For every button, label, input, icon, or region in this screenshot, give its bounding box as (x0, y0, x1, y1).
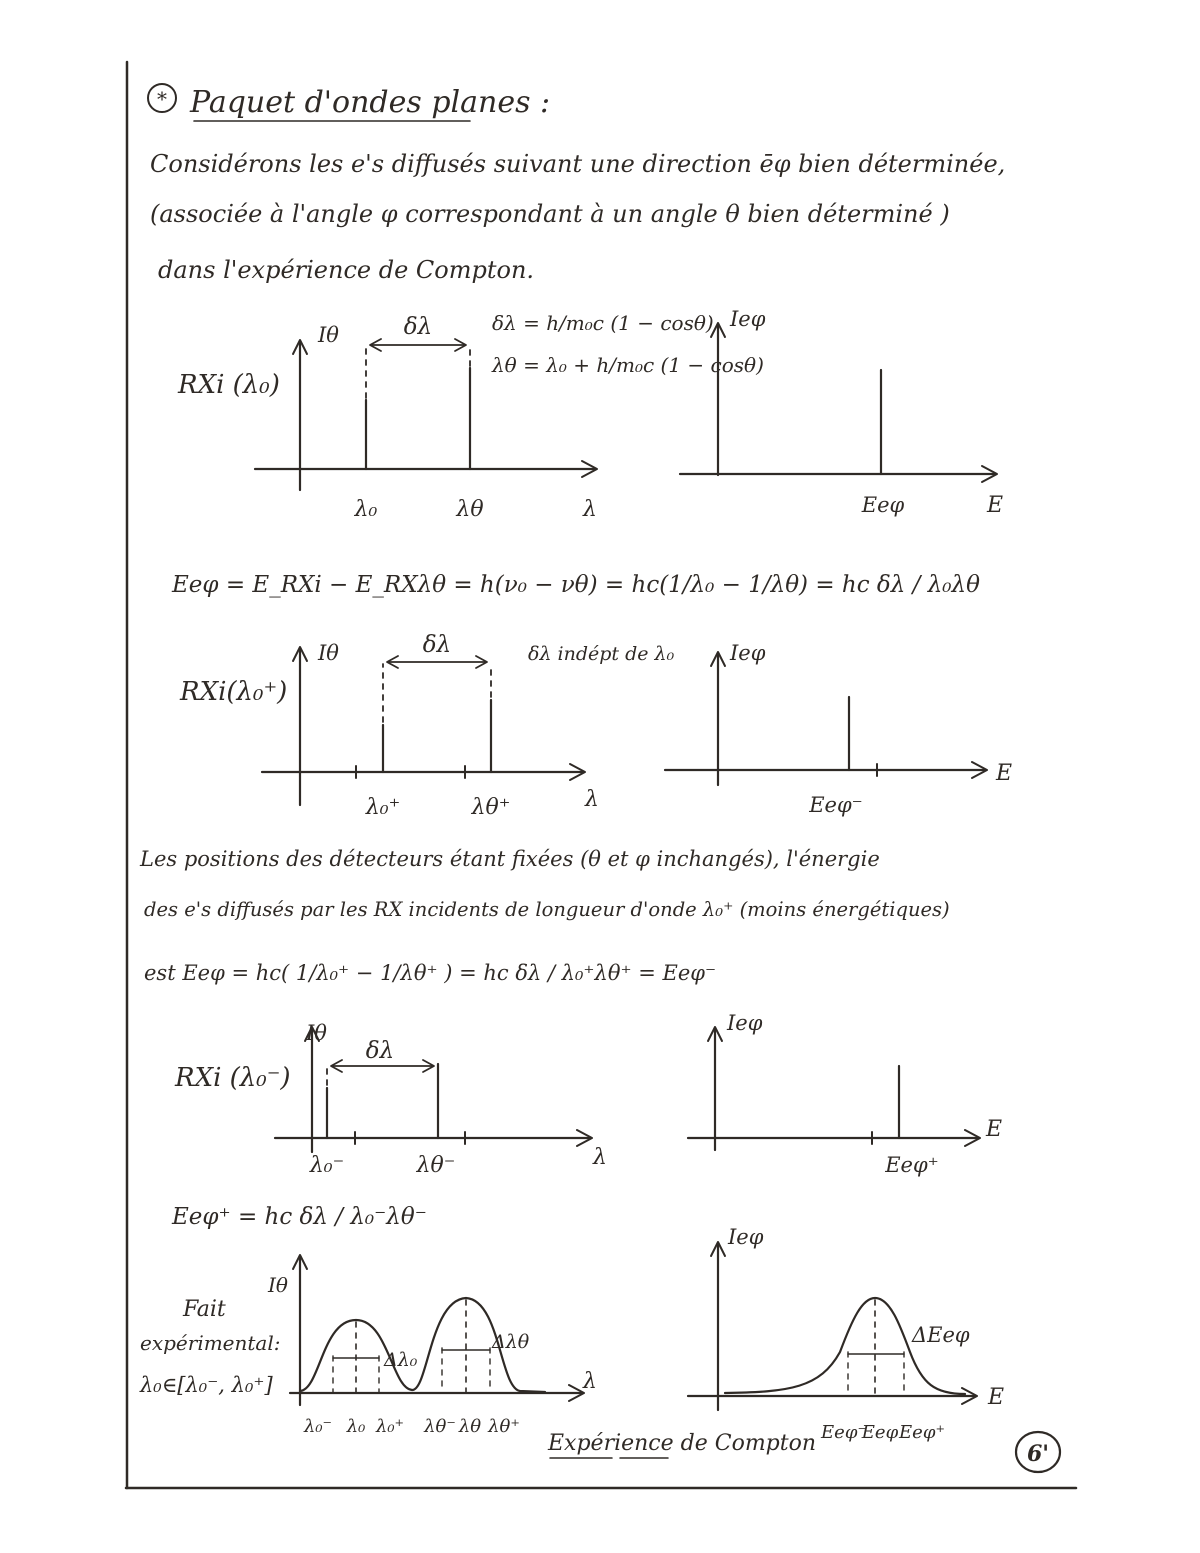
row2-tick-lambda0: λ₀⁺ (365, 795, 401, 820)
row3-delta-label: δλ (365, 1038, 395, 1064)
row3-left-y-label: Iθ (306, 1021, 327, 1045)
row3-right-y-label: Ieφ (727, 1011, 763, 1035)
row2-delta-label: δλ (422, 632, 452, 658)
row4-right-x-label: E (987, 1385, 1005, 1410)
row1-delta-label: δλ (403, 314, 433, 340)
heading-marker-icon (148, 84, 176, 112)
row1-right-y-label: Ieφ (730, 307, 766, 331)
row1-label: RXi (λ₀) (178, 370, 280, 400)
positions-line-1: Les positions des détecteurs étant fixées (θ et φ inchangés), l'énergie (140, 847, 880, 871)
row4-tick-lambda0: λ₀ (346, 1416, 366, 1437)
energy-equation-3: Eeφ⁺ = hc δλ / λ₀⁻λθ⁻ (172, 1204, 427, 1230)
formula-lambda-theta: λθ = λ₀ + h/m₀c (1 − cosθ) (492, 353, 764, 377)
row4-right-plot (688, 1225, 1004, 1443)
page-number: 6' (1026, 1441, 1050, 1467)
row3-right-tick: Eeφ⁺ (885, 1153, 939, 1177)
positions-line-2: des e's diffusés par les RX incidents de longueur d'onde λ₀⁺ (moins énergétiques) (144, 898, 950, 921)
row2-label: RXi(λ₀⁺) (180, 677, 288, 707)
row4-tick-e-plus: Eeφ⁺ (899, 1422, 945, 1443)
fait-line-1: Fait (183, 1297, 226, 1322)
row1-tick-lambda0: λ₀ (354, 497, 378, 522)
row4-x-label: λ (583, 1369, 597, 1394)
row1-right-x-label: E (986, 493, 1004, 518)
row4-tick-lambda-theta-minus: λθ⁻ (424, 1416, 456, 1437)
row4-tick-lambda0-minus: λ₀⁻ (303, 1416, 333, 1437)
row3-tick-lambda-theta: λθ⁻ (416, 1153, 456, 1178)
row2-right-y-label: Ieφ (730, 641, 766, 665)
row4-left-plot (267, 1255, 597, 1437)
energy-equation-1: Eeφ = E_RXi − E_RXλθ = h(ν₀ − νθ) = hc(1/λ₀ − 1/λθ) = hc δλ / λ₀λθ (172, 572, 980, 598)
positions-line-3: est Eeφ = hc( 1/λ₀⁺ − 1/λθ⁺ ) = hc δλ / λ₀⁺λθ⁺ = Eeφ⁻ (144, 961, 717, 985)
row4-tick-e: Eeφ (861, 1422, 899, 1443)
row1-left-plot (255, 314, 597, 522)
row4-right-y-label: Ieφ (728, 1225, 764, 1249)
row4-width-e-label: ΔEeφ (912, 1323, 970, 1347)
row4-tick-lambda-theta-plus: λθ⁺ (488, 1416, 520, 1437)
row2-left-y-label: Iθ (318, 641, 339, 665)
intro-line-2: (associée à l'angle φ correspondant à un angle θ bien déterminé ) (150, 200, 950, 228)
row3-tick-lambda0: λ₀⁻ (309, 1153, 345, 1178)
row4-tick-lambda-theta: λθ (458, 1416, 482, 1437)
row2-note: δλ indépt de λ₀ (528, 643, 675, 665)
row1-right-tick: Eeφ (861, 493, 905, 517)
compton-caption: Expérience de Compton (548, 1431, 817, 1456)
row3-right-x-label: E (985, 1117, 1003, 1142)
page-number-badge (1016, 1432, 1060, 1472)
row4-tick-lambda0-plus: λ₀⁺ (375, 1416, 405, 1437)
heading: Paquet d'ondes planes : (190, 85, 551, 120)
row1-right-plot (680, 307, 1003, 518)
intro-line-3: dans l'expérience de Compton. (158, 256, 535, 284)
row4-tick-e-minus: Eeφ⁻ (821, 1422, 867, 1443)
row2-tick-lambda-theta: λθ⁺ (471, 795, 511, 820)
asterisk-glyph: * (157, 87, 167, 111)
row3-left-plot (275, 1021, 607, 1178)
formula-delta-lambda: δλ = h/m₀c (1 − cosθ) (492, 311, 714, 335)
row3-label: RXi (λ₀⁻) (175, 1063, 291, 1093)
row4-width-theta-label: Δλθ (492, 1331, 530, 1353)
row1-tick-lambda-theta: λθ (456, 497, 484, 522)
fait-line-3: λ₀∈[λ₀⁻, λ₀⁺] (140, 1373, 273, 1397)
row4-left-y-label: Iθ (268, 1273, 288, 1297)
row1-x-label: λ (583, 497, 597, 522)
row2-x-label: λ (585, 787, 599, 812)
row4-width0-label: Δλ₀ (384, 1349, 418, 1371)
row2-right-tick: Eeφ⁻ (809, 793, 863, 817)
intro-line-1: Considérons les e's diffusés suivant une direction ēφ bien déterminée, (150, 150, 1006, 178)
row1-left-y-label: Iθ (318, 323, 339, 347)
row2-right-x-label: E (995, 761, 1013, 786)
row3-x-label: λ (593, 1145, 607, 1170)
row3-right-plot (688, 1011, 1002, 1177)
row2-right-plot (665, 641, 1012, 817)
fait-line-2: expérimental: (140, 1331, 281, 1355)
